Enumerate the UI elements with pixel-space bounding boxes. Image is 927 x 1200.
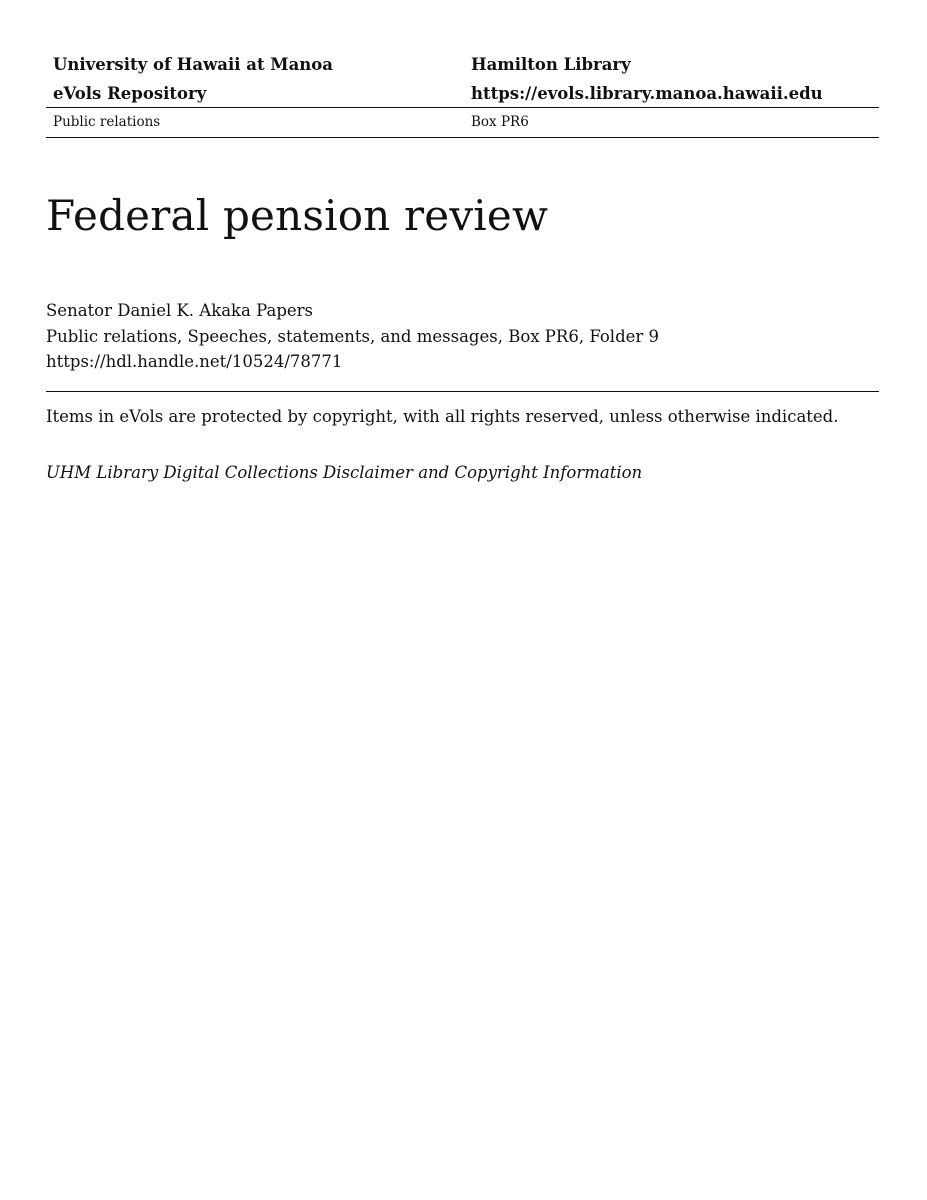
document-title: Federal pension review (46, 191, 549, 240)
institution-name: University of Hawaii at Manoa (53, 55, 333, 74)
repository-name: eVols Repository (53, 84, 207, 103)
disclaimer-link[interactable]: UHM Library Digital Collections Disclaimer and Copyright Information (46, 462, 643, 482)
handle-link[interactable]: https://hdl.handle.net/10524/78771 (46, 352, 343, 371)
library-name: Hamilton Library (471, 55, 631, 74)
document-page (46, 50, 879, 486)
folder-location: Public relations, Speeches, statements, and messages, Box PR6, Folder 9 (46, 326, 660, 346)
collection-name: Senator Daniel K. Akaka Papers (46, 301, 314, 320)
series-name: Public relations (53, 114, 161, 130)
header-row-bottom (46, 108, 879, 137)
repository-url[interactable]: https://evols.library.manoa.hawaii.edu (471, 84, 823, 103)
box-label: Box PR6 (471, 114, 529, 130)
metadata-divider (46, 391, 879, 392)
header-row-top (46, 50, 879, 80)
copyright-notice: Items in eVols are protected by copyright, with all rights reserved, unless otherwise indicated. (46, 406, 839, 426)
repository-header (46, 50, 879, 138)
header-bottom-divider (46, 137, 879, 138)
header-row-middle (46, 80, 879, 107)
document-metadata (46, 298, 879, 375)
